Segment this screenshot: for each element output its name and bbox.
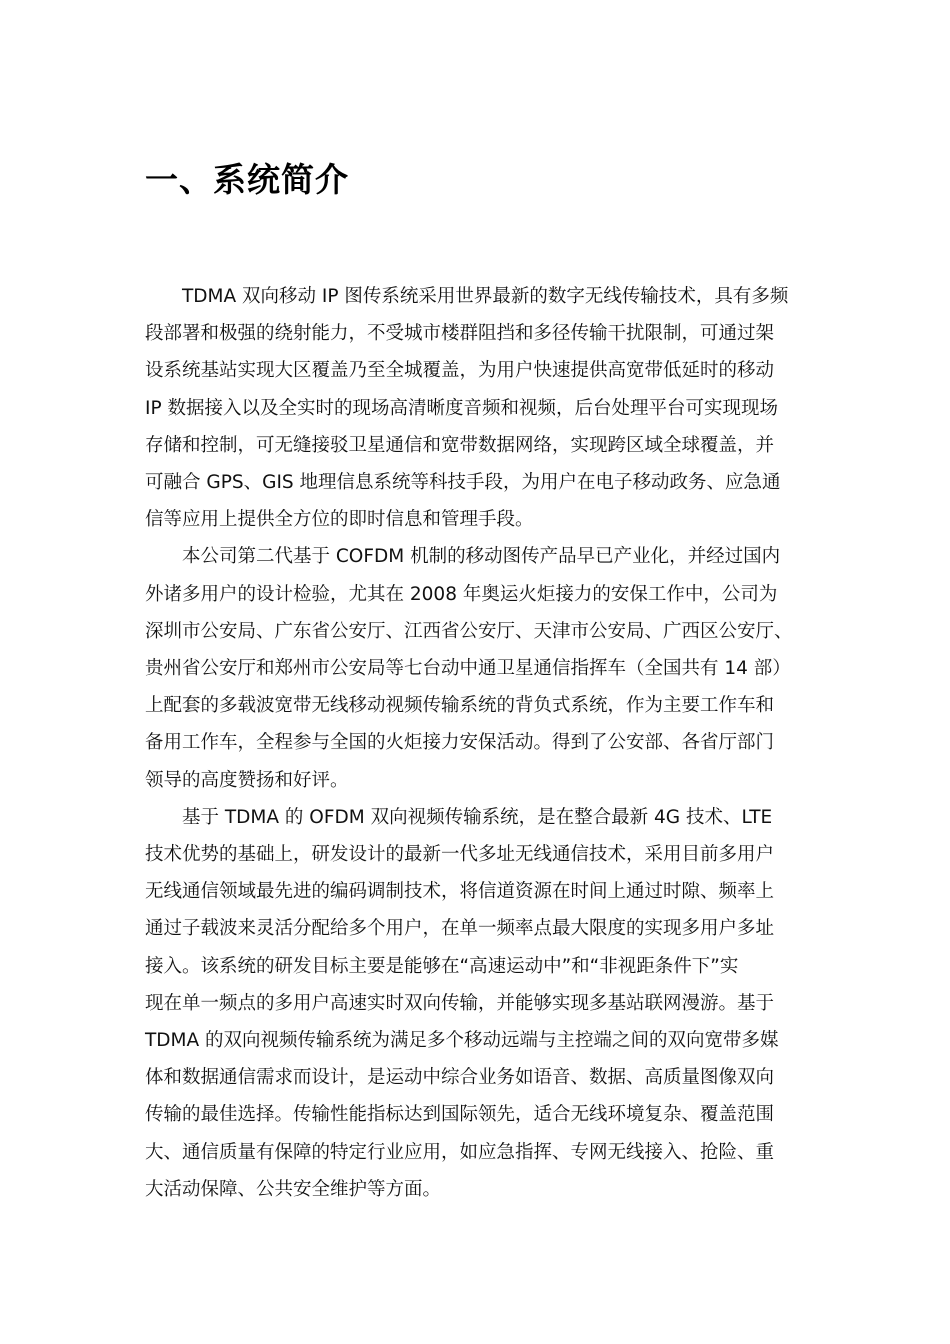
paragraph-1 (145, 278, 825, 538)
text-line: 备用工作车，全程参与全国的火炬接力安保活动。得到了公安部、各省厅部门 (145, 732, 775, 754)
text-line: 基于 TDMA 的 OFDM 双向视频传输系统，是在整合最新 4G 技术、LTE (182, 806, 773, 828)
text-line: 上配套的多载波宽带无线移动视频传输系统的背负式系统，作为主要工作车和 (145, 695, 775, 717)
text-line: TDMA 双向移动 IP 图传系统采用世界最新的数字无线传输技术，具有多频 (182, 286, 789, 307)
text-line: 本公司第二代基于 COFDM 机制的移动图传产品早已产业化，并经过国内 (182, 546, 781, 568)
text-line: 无线通信领域最先进的编码调制技术，将信道资源在时间上通过时隙、频率上 (145, 881, 775, 903)
text-line: 存储和控制，可无缝接驳卫星通信和宽带数据网络，实现跨区域全球覆盖，并 (145, 434, 775, 456)
text-line: 设系统基站实现大区覆盖乃至全城覆盖，为用户快速提供高宽带低延时的移动 (145, 360, 775, 382)
text-line: 段部署和极强的绕射能力，不受城市楼群阻挡和多径传输干扰限制，可通过架 (145, 323, 775, 345)
text-line: 传输的最佳选择。传输性能指标达到国际领先，适合无线环境复杂、覆盖范围 (145, 1104, 775, 1126)
text-line: 可融合 GPS、GIS 地理信息系统等科技手段，为用户在电子移动政务、应急通 (145, 472, 781, 494)
text-line: 大活动保障、公共安全维护等方面。 (145, 1178, 442, 1200)
text-line: 外诸多用户的设计检验，尤其在 2008 年奥运火炬接力的安保工作中，公司为 (145, 583, 778, 605)
text-line: 信等应用上提供全方位的即时信息和管理手段。 (145, 509, 534, 531)
text-line: 领导的高度赞扬和好评。 (145, 769, 349, 791)
text-line: 现在单一频点的多用户高速实时双向传输，并能够实现多基站联网漫游。基于 (145, 992, 775, 1014)
text-line: 技术优势的基础上，研发设计的最新一代多址无线通信技术，采用目前多用户 (145, 844, 775, 866)
text-line: 接入。该系统的研发目标主要是能够在“高速运动中”和“非视距条件下”实 (145, 955, 739, 977)
text-line: 贵州省公安厅和郑州市公安局等七台动中通卫星通信指挥车（全国共有 14 部） (145, 658, 791, 680)
paragraph-3 (145, 799, 825, 1208)
text-line: 通过子载波来灵活分配给多个用户，在单一频率点最大限度的实现多用户多址 (145, 918, 775, 940)
text-line: 大、通信质量有保障的特定行业应用，如应急指挥、专网无线接入、抢险、重 (145, 1141, 775, 1163)
paragraph-2 (145, 538, 825, 798)
text-line: IP 数据接入以及全实时的现场高清晰度音频和视频，后台处理平台可实现现场 (145, 397, 778, 419)
text-line: 体和数据通信需求而设计，是运动中综合业务如语音、数据、高质量图像双向 (145, 1067, 775, 1089)
section-heading: 一、系统简介 (145, 160, 349, 199)
text-line: TDMA 的双向视频传输系统为满足多个移动远端与主控端之间的双向宽带多媒 (145, 1030, 779, 1052)
text-line: 深圳市公安局、广东省公安厅、江西省公安厅、天津市公安局、广西区公安厅、 (145, 620, 793, 642)
body-text (145, 278, 825, 1208)
